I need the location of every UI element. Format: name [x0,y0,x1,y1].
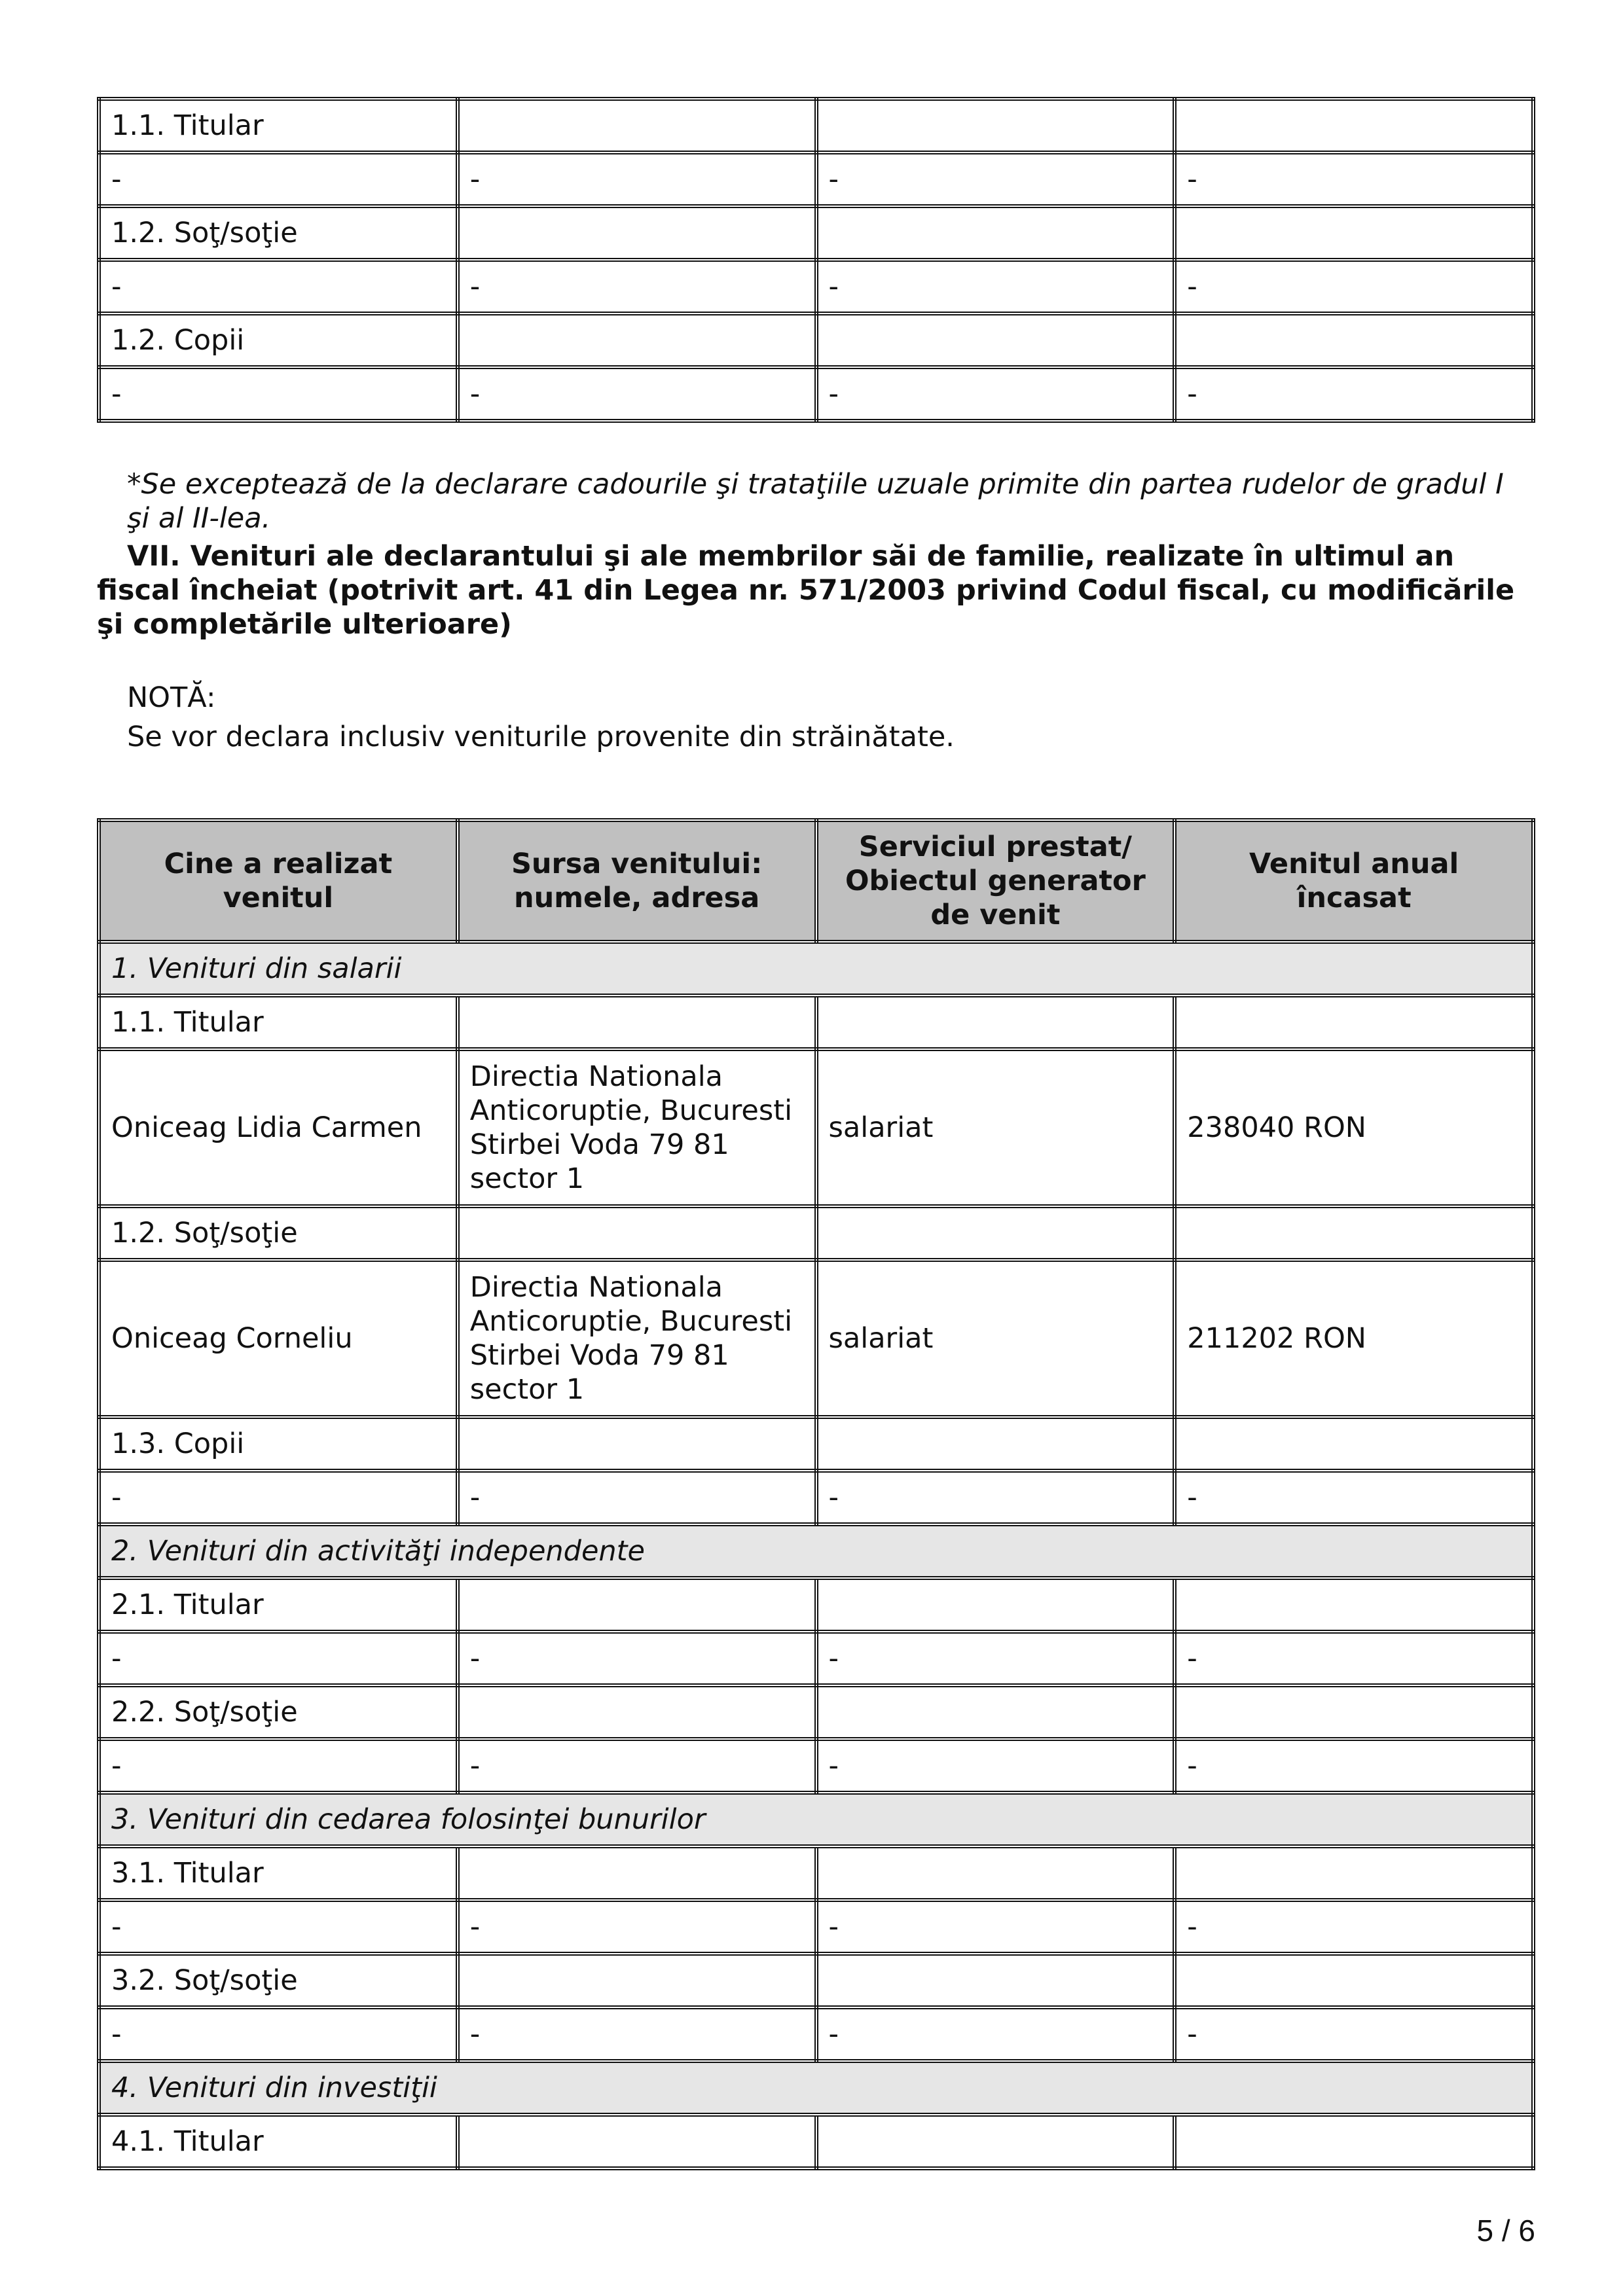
table-cell [1175,996,1533,1049]
section-title: 2. Venituri din activităţi independente [99,1524,1533,1578]
table-row [99,1417,1533,1471]
table-cell: - [1175,1632,1533,1685]
table-cell: - [458,367,816,421]
note-text: Se vor declara inclusiv veniturile provenite din străinătate. [127,721,955,753]
table-cell: - [458,152,816,206]
table-cell [1175,1954,1533,2007]
table-cell: 3.2. Soţ/soţie [99,1954,458,2007]
table-row [99,367,1533,421]
column-header-who: Cine a realizat venitul [99,820,458,942]
table-cell: 2.1. Titular [99,1578,458,1632]
table-cell: 1.2. Copii [99,314,458,367]
section-title: 4. Venituri din investiţii [99,2061,1533,2115]
table-cell [458,314,816,367]
table-cell: - [458,1632,816,1685]
table-row [99,1632,1533,1685]
section-row [99,942,1533,996]
table-cell: - [1175,367,1533,421]
table-row [99,1739,1533,1793]
table-cell [816,314,1175,367]
table-header-row [99,820,1533,942]
table-cell: 1.1. Titular [99,99,458,152]
table-cell: - [816,2007,1175,2061]
table-cell: salariat [816,1260,1175,1417]
table-cell [816,1846,1175,1900]
table-cell: Oniceag Lidia Carmen [99,1049,458,1206]
table-cell: - [816,1739,1175,1793]
table-cell: - [99,152,458,206]
table-cell: 211202 RON [1175,1260,1533,1417]
table-cell [458,1578,816,1632]
table-cell [458,206,816,260]
table-cell: - [99,1900,458,1954]
section-title: 3. Venituri din cedarea folosinţei bunurilor [99,1793,1533,1846]
table-cell: 1.2. Soţ/soţie [99,206,458,260]
table-cell: - [1175,152,1533,206]
table-cell [1175,1578,1533,1632]
section-row [99,2061,1533,2115]
footnote: *Se exceptează de la declarare cadourile şi trataţiile uzuale primite din partea rudelor de gradul I şi al II-lea. [127,468,1504,535]
table-cell [458,1206,816,1260]
table-row [99,1049,1533,1206]
table-cell [458,99,816,152]
table-cell: - [816,1632,1175,1685]
income-table-body [99,942,1533,2168]
table-cell [458,1417,816,1471]
table-cell: - [1175,1900,1533,1954]
table-cell [458,1685,816,1739]
table-cell: - [99,367,458,421]
table-row [99,1260,1533,1417]
table-cell: - [458,2007,816,2061]
table-row [99,1471,1533,1524]
table-row [99,2007,1533,2061]
column-header-service: Serviciul prestat/ Obiectul generator de venit [816,820,1175,942]
table-cell: - [458,1900,816,1954]
table-cell [816,1206,1175,1260]
table-cell: - [99,1632,458,1685]
section-title: 1. Venituri din salarii [99,942,1533,996]
table-cell: - [99,2007,458,2061]
table-cell: - [816,1900,1175,1954]
income-table [97,818,1535,2170]
table-cell [816,1954,1175,2007]
table-cell: - [816,260,1175,314]
income-table-head [99,820,1533,942]
table-cell: 1.1. Titular [99,996,458,1049]
table-cell: Directia Nationala Anticoruptie, Bucuresti Stirbei Voda 79 81 sector 1 [458,1260,816,1417]
table-cell: Directia Nationala Anticoruptie, Bucuresti Stirbei Voda 79 81 sector 1 [458,1049,816,1206]
table-row [99,1900,1533,1954]
table-cell: - [816,152,1175,206]
table-cell: salariat [816,1049,1175,1206]
table-cell [458,1954,816,2007]
table-cell: 4.1. Titular [99,2115,458,2168]
table-row [99,996,1533,1049]
table-cell [1175,1206,1533,1260]
chapter-heading: VII. Venituri ale declarantului şi ale membrilor săi de familie, realizate în ultimul an fiscal încheiat (potrivit art. 41 din Legea nr. 571/2003 privind Codul fiscal, cu modificările şi completările ulterioare) [97,540,1515,641]
table-cell: - [99,1471,458,1524]
table-cell: - [1175,2007,1533,2061]
table-cell: 238040 RON [1175,1049,1533,1206]
gifts-table [97,97,1535,423]
table-cell: Oniceag Corneliu [99,1260,458,1417]
table-cell: 1.2. Soţ/soţie [99,1206,458,1260]
table-cell [1175,206,1533,260]
table-row [99,206,1533,260]
table-row [99,99,1533,152]
section-row [99,1793,1533,1846]
table-cell: - [1175,1739,1533,1793]
table-row [99,1578,1533,1632]
table-row [99,260,1533,314]
table-cell [816,1685,1175,1739]
column-header-annual-income: Venitul anual încasat [1175,820,1533,942]
table-cell: - [1175,1471,1533,1524]
table-row [99,152,1533,206]
table-row [99,1206,1533,1260]
table-cell [1175,2115,1533,2168]
gifts-table-body [99,99,1533,421]
column-header-source: Sursa venitului: numele, adresa [458,820,816,942]
table-cell [1175,1685,1533,1739]
table-cell: - [99,1739,458,1793]
table-cell [458,2115,816,2168]
table-cell: - [99,260,458,314]
table-cell [816,2115,1175,2168]
table-cell: - [816,367,1175,421]
table-row [99,314,1533,367]
table-cell: 2.2. Soţ/soţie [99,1685,458,1739]
table-cell [458,1846,816,1900]
table-row [99,1954,1533,2007]
table-row [99,1685,1533,1739]
section-row [99,1524,1533,1578]
table-cell: - [816,1471,1175,1524]
table-cell [816,99,1175,152]
table-cell [816,1578,1175,1632]
table-cell [816,996,1175,1049]
table-cell [1175,1417,1533,1471]
table-cell: - [1175,260,1533,314]
table-row [99,1846,1533,1900]
table-cell: - [458,1739,816,1793]
table-row [99,2115,1533,2168]
table-cell [816,206,1175,260]
table-cell [458,996,816,1049]
table-cell: 3.1. Titular [99,1846,458,1900]
table-cell [1175,99,1533,152]
table-cell: 1.3. Copii [99,1417,458,1471]
table-cell: - [458,1471,816,1524]
table-cell: - [458,260,816,314]
table-cell [1175,314,1533,367]
page-number: 5 / 6 [1476,2214,1535,2248]
note-title: NOTĂ: [127,681,216,714]
table-cell [1175,1846,1533,1900]
table-cell [816,1417,1175,1471]
